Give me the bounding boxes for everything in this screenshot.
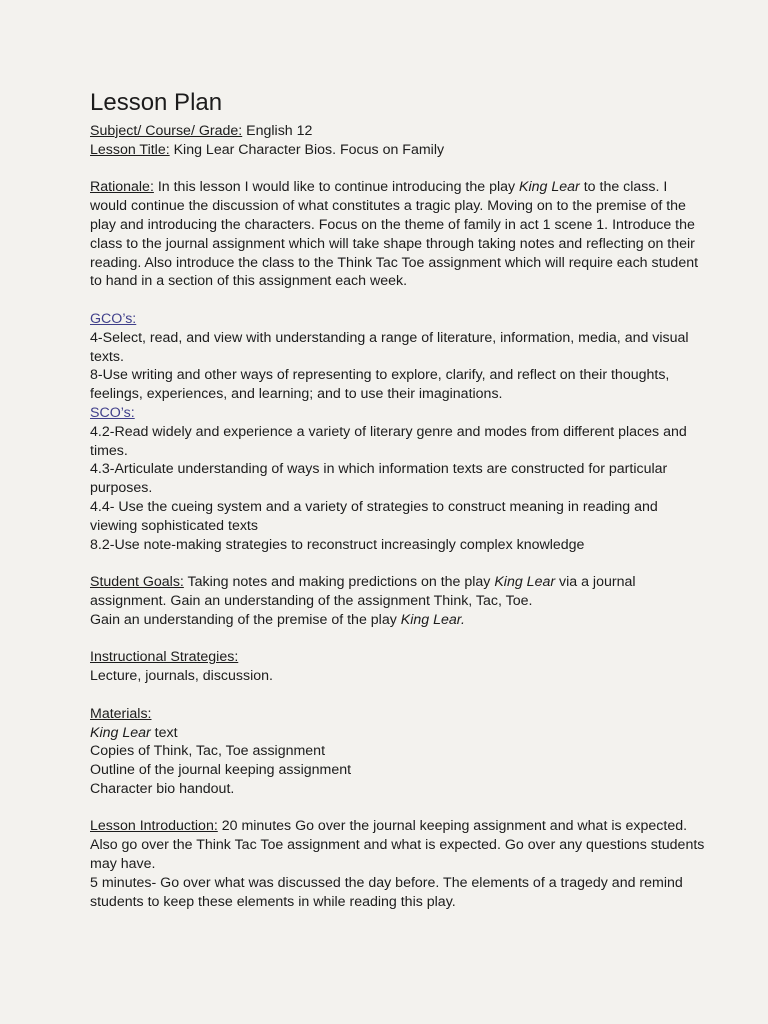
materials-play-title: King Lear [90, 724, 151, 741]
student-goals-play-title: King Lear [494, 574, 556, 591]
student-goals-line-2 [90, 611, 708, 630]
subject-value: English 12 [242, 123, 313, 139]
scos-label: SCO’s: [90, 404, 135, 421]
rationale-play-title: King Lear [519, 179, 580, 196]
student-goals-label: Student Goals: [90, 574, 184, 591]
gco-item: 8-Use writing and other ways of representing to explore, clarify, and reflect on their thoughts, feelings, experiences, and learning; and to use their imaginations. [90, 367, 670, 403]
materials-item: Outline of the journal keeping assignment [90, 762, 352, 779]
lesson-introduction-line-2: 5 minutes- Go over what was discussed the day before. The elements of a tragedy and remind students to keep these elements in while reading this play. [90, 874, 683, 910]
rationale-label: Rationale: [90, 179, 154, 196]
materials-label: Materials: [90, 705, 152, 722]
student-goals-paragraph [90, 573, 708, 611]
lesson-introduction-paragraph [90, 817, 708, 873]
instructional-strategies-label: Instructional Strategies: [90, 649, 239, 666]
lesson-introduction-text: 20 minutes Go over the journal keeping assignment and what is expected. Also go over the Think Tac Toe assignment and what is expected. Go over any questions students may have. [90, 818, 705, 873]
materials-item: Copies of Think, Tac, Toe assignment [90, 743, 326, 760]
rationale-paragraph [90, 178, 708, 291]
materials-item [90, 724, 708, 743]
gco-item: 4-Select, read, and view with understanding a range of literature, information, media, and visual texts. [90, 329, 689, 365]
materials-item-text: text [150, 724, 178, 741]
sco-item: 4.3-Articulate understanding of ways in which information texts are constructed for particular purposes. [90, 461, 668, 497]
lesson-title-value: King Lear Character Bios. Focus on Family [169, 141, 445, 158]
subject-line [90, 122, 708, 141]
instructional-strategies-text: Lecture, journals, discussion. [90, 668, 273, 685]
sco-item: 4.4- Use the cueing system and a variety of strategies to construct meaning in reading and viewing sophisticated texts [90, 498, 658, 534]
materials-item: Character bio handout. [90, 780, 235, 797]
student-goals-line-2-text: Gain an understanding of the premise of the play [90, 611, 401, 628]
lesson-title-label: Lesson Title: [90, 141, 170, 158]
subject-label: Subject/ Course/ Grade: [90, 123, 243, 139]
gcos-label: GCO’s: [90, 310, 137, 327]
lesson-introduction-label: Lesson Introduction: [90, 818, 218, 835]
sco-item: 8.2-Use note-making strategies to reconstruct increasingly complex knowledge [90, 536, 585, 553]
student-goals-line-2-title: King Lear. [400, 611, 465, 628]
student-goals-text: Taking notes and making predictions on the play [183, 574, 495, 591]
rationale-text: In this lesson I would like to continue introducing the play [153, 179, 520, 196]
sco-item: 4.2-Read widely and experience a variety of literary genre and modes from different places and times. [90, 423, 687, 459]
rationale-text-cont: to the class. I would continue the discussion of what constitutes a tragic play. Moving on to the premise of the play and introducing the characters. Focus on the theme of family in act 1 scene 1. Introduce the class to the journal assignment which will take shape through taking notes and reflecting on their reading. Also introduce the class to the Think Tac Toe assignment which will require each student to hand in a section of this assignment each week. [90, 179, 699, 290]
lesson-title-line [90, 141, 708, 160]
student-goals-text-cont: via a journal assignment. Gain an understanding of the assignment Think, Tac, Toe. [90, 574, 636, 609]
page-title: Lesson Plan [90, 89, 223, 116]
